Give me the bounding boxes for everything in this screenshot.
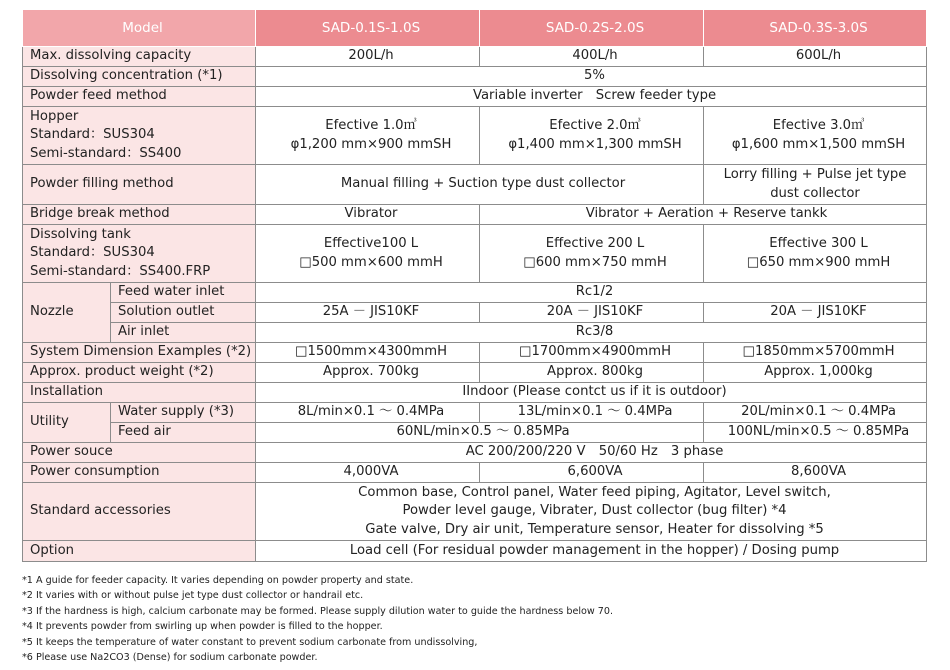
row-label: System Dimension Examples (*2) (23, 343, 256, 363)
row-utility-water (23, 403, 927, 423)
value-line: φ1,200 mm×900 mmSH (290, 136, 452, 152)
row-dissolving-tank (23, 225, 927, 283)
footnote: *3 If the hardness is high, calcium carbonate may be formed. Please supply dilution water to guide the hardness below 70. (22, 605, 614, 617)
cell-value: 8L/min×0.1 ～ 0.4MPa (256, 403, 480, 423)
cell-value: 8,600VA (704, 463, 927, 483)
sub-label: Feed air (111, 423, 256, 443)
cell-value: 60NL/min×0.5 ～ 0.85MPa (256, 423, 704, 443)
cell-value: 20A － JIS10KF (480, 303, 704, 323)
value-line: φ1,400 mm×1,300 mmSH (508, 136, 682, 152)
cell-value: 100NL/min×0.5 ～ 0.85MPa (704, 423, 927, 443)
value-line: Effective100 L (323, 236, 419, 251)
row-label: Bridge break method (23, 205, 256, 225)
value-line: □650 mm×900 mmH (746, 254, 891, 270)
value-line: Common base, Control panel, Water feed piping, Agitator, Level switch, (358, 484, 831, 500)
cell-value: 6,600VA (480, 463, 704, 483)
row-label: Approx. product weight (*2) (23, 363, 256, 383)
footnote: *4 It prevents powder from swirling up when powder is filled to the hopper. (22, 621, 383, 633)
sub-label: Feed water inlet (111, 283, 256, 303)
cell-value: Variable inverter Screw feeder type (256, 87, 927, 107)
cell-value: Vibrator + Aeration + Reserve tankk (480, 205, 927, 225)
footnotes (22, 573, 613, 665)
row-power-consumption (23, 463, 927, 483)
row-label: Power consumption (23, 463, 256, 483)
row-power-source (23, 443, 927, 463)
row-label: Utility (23, 403, 111, 443)
cell-value (480, 107, 704, 165)
row-label: Max. dissolving capacity (23, 47, 256, 67)
footnote: *1 A guide for feeder capacity. It varies depending on powder property and state. (22, 575, 414, 586)
header-row (23, 10, 927, 47)
cell-value: 600L/h (704, 47, 927, 67)
value-line: Efective 2.0㎥ (549, 118, 641, 133)
footnote: *5 It keeps the temperature of water constant to prevent sodium carbonate from undissolving, (22, 636, 478, 648)
row-label: Powder feed method (23, 87, 256, 107)
cell-value (256, 225, 480, 283)
value-line: □500 mm×600 mmH (299, 254, 443, 270)
cell-value: Rc1/2 (256, 283, 927, 303)
row-label: Installation (23, 383, 256, 403)
row-label: Option (23, 541, 256, 562)
value-line: Effective 300 L (769, 236, 868, 251)
cell-value: AC 200/200/220 V 50/60 Hz 3 phase (256, 443, 927, 463)
cell-value: Approx. 700kg (256, 363, 480, 383)
label-line: Hopper (30, 108, 79, 124)
row-label (23, 225, 256, 283)
row-bridge-break (23, 205, 927, 225)
sub-label: Water supply (*3) (111, 403, 256, 423)
row-option (23, 541, 927, 562)
cell-value (704, 107, 927, 165)
row-label: Nozzle (23, 283, 111, 343)
cell-value: 20L/min×0.1 ～ 0.4MPa (704, 403, 927, 423)
row-label: Power souce (23, 443, 256, 463)
value-line: □600 mm×750 mmH (523, 254, 667, 270)
sub-label: Air inlet (111, 323, 256, 343)
row-concentration (23, 67, 927, 87)
row-nozzle-feed (23, 283, 927, 303)
cell-value (256, 483, 927, 541)
cell-value: 200L/h (256, 47, 480, 67)
row-utility-air (23, 423, 927, 443)
cell-value: Lorry filling + Pulse jet type dust collector (704, 165, 927, 205)
cell-value (480, 225, 704, 283)
cell-value: IIndoor (Please contct us if it is outdoor) (256, 383, 927, 403)
label-line: Semi-standard：SS400.FRP (30, 263, 211, 279)
cell-value: Approx. 800kg (480, 363, 704, 383)
sub-label: Solution outlet (111, 303, 256, 323)
row-label (23, 107, 256, 165)
cell-value: 5% (256, 67, 927, 87)
model-header: Model (23, 10, 256, 47)
row-nozzle-solution (23, 303, 927, 323)
model-1-header: SAD-0.1S-1.0S (256, 10, 480, 47)
row-powder-filling (23, 165, 927, 205)
row-installation (23, 383, 927, 403)
value-line: φ1,600 mm×1,500 mmSH (731, 136, 906, 152)
row-weight (23, 363, 927, 383)
value-line: Efective 1.0㎥ (325, 118, 417, 133)
model-2-header: SAD-0.2S-2.0S (480, 10, 704, 47)
row-accessories (23, 483, 927, 541)
label-line: Dissolving tank (30, 226, 131, 242)
value-line: Gate valve, Dry air unit, Temperature sensor, Heater for dissolving *5 (365, 521, 824, 537)
row-powder-feed (23, 87, 927, 107)
row-nozzle-air (23, 323, 927, 343)
cell-value: □1700mm×4900mmH (480, 343, 704, 363)
row-label: Powder filling method (23, 165, 256, 205)
footnote: *2 It varies with or without pulse jet type dust collector or handrail etc. (22, 590, 364, 602)
cell-value: □1500mm×4300mmH (256, 343, 480, 363)
cell-value: 20A － JIS10KF (704, 303, 927, 323)
model-3-header: SAD-0.3S-3.0S (704, 10, 927, 47)
cell-value: 400L/h (480, 47, 704, 67)
spec-table (22, 9, 927, 562)
cell-value: Vibrator (256, 205, 480, 225)
cell-value (256, 107, 480, 165)
row-max-dissolving (23, 47, 927, 67)
cell-value: □1850mm×5700mmH (704, 343, 927, 363)
cell-value: 4,000VA (256, 463, 480, 483)
label-line: Semi-standard：SS400 (30, 145, 182, 161)
row-label: Dissolving concentration (*1) (23, 67, 256, 87)
row-hopper (23, 107, 927, 165)
row-dimension (23, 343, 927, 363)
label-line: Standard：SUS304 (30, 127, 155, 143)
cell-value: 13L/min×0.1 ～ 0.4MPa (480, 403, 704, 423)
cell-value: Approx. 1,000kg (704, 363, 927, 383)
value-line: Powder level gauge, Vibrater, Dust collector (bug filter) *4 (402, 503, 787, 519)
value-line: Efective 3.0㎥ (772, 118, 865, 133)
cell-value: Rc3/8 (256, 323, 927, 343)
label-line: Standard：SUS304 (30, 245, 155, 261)
cell-value (704, 225, 927, 283)
row-label: Standard accessories (23, 483, 256, 541)
footnote: *6 Please use Na2CO3 (Dense) for sodium carbonate powder. (22, 652, 318, 664)
cell-value: Load cell (For residual powder management in the hopper) / Dosing pump (256, 541, 927, 562)
cell-value: Manual filling + Suction type dust collector (256, 165, 704, 205)
cell-value: 25A － JIS10KF (256, 303, 480, 323)
value-line: Effective 200 L (545, 236, 645, 251)
